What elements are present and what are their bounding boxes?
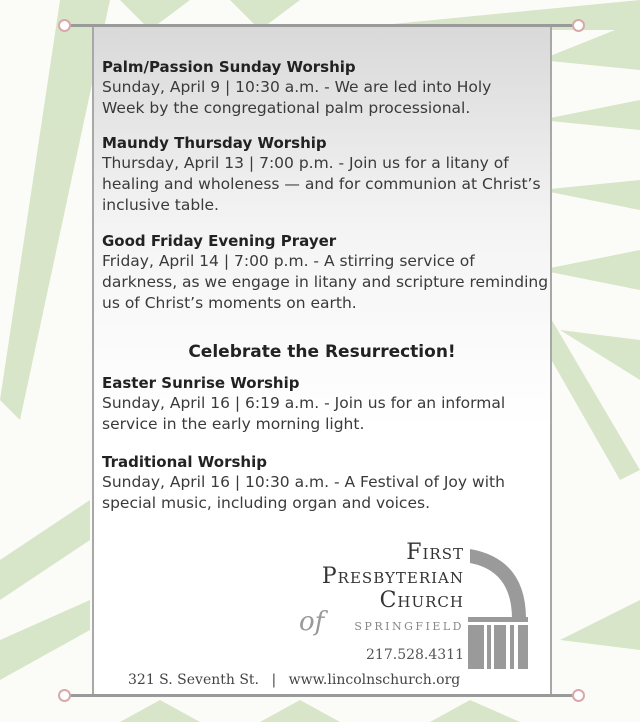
event-title: Easter Sunrise Worship bbox=[102, 374, 300, 392]
logo-church: Church bbox=[379, 588, 464, 613]
ring-icon bbox=[58, 689, 71, 702]
church-window-logo-icon bbox=[468, 549, 530, 669]
event-line: Sunday, April 16 | 10:30 a.m. - A Festival of Joy with bbox=[102, 473, 505, 491]
event-line: Sunday, April 16 | 6:19 a.m. - Join us for an informal bbox=[102, 394, 506, 412]
event-line: us of Christ’s moments on earth. bbox=[102, 294, 357, 312]
event-line: Thursday, April 13 | 7:00 p.m. - Join us for a litany of bbox=[102, 154, 509, 172]
event-easter-sunrise bbox=[102, 373, 552, 435]
event-line: darkness, as we engage in litany and scripture reminding bbox=[102, 273, 549, 291]
event-title: Traditional Worship bbox=[102, 453, 267, 471]
event-title: Maundy Thursday Worship bbox=[102, 134, 327, 152]
website-link[interactable]: www.lincolnschurch.org bbox=[288, 672, 461, 688]
separator: | bbox=[271, 672, 277, 688]
bottom-hanger-rod bbox=[66, 694, 576, 697]
event-line: inclusive table. bbox=[102, 196, 219, 214]
logo-springfield: SPRINGFIELD bbox=[354, 620, 464, 633]
event-line: special music, including organ and voices. bbox=[102, 494, 430, 512]
address: 321 S. Seventh St. bbox=[128, 672, 260, 688]
logo-presbyterian: Presbyterian bbox=[321, 564, 464, 589]
event-line: healing and wholeness — and for communion at Christ’s bbox=[102, 175, 541, 193]
event-good-friday bbox=[102, 231, 552, 314]
event-title: Good Friday Evening Prayer bbox=[102, 232, 337, 250]
logo-first: First bbox=[406, 540, 464, 565]
event-line: Sunday, April 9 | 10:30 a.m. - We are led into Holy bbox=[102, 78, 492, 96]
ring-icon bbox=[58, 19, 71, 32]
event-line: Week by the congregational palm processional. bbox=[102, 99, 471, 117]
event-palm-sunday bbox=[102, 57, 552, 119]
phone-number: 217.528.4311 bbox=[366, 647, 464, 663]
footer-contact bbox=[128, 672, 460, 688]
ring-icon bbox=[572, 689, 585, 702]
event-banner bbox=[92, 27, 552, 695]
event-title: Palm/Passion Sunday Worship bbox=[102, 58, 356, 76]
celebrate-heading: Celebrate the Resurrection! bbox=[188, 342, 456, 362]
ring-icon bbox=[572, 19, 585, 32]
event-line: service in the early morning light. bbox=[102, 415, 365, 433]
logo-of: of bbox=[299, 607, 325, 637]
event-line: Friday, April 14 | 7:00 p.m. - A stirring service of bbox=[102, 252, 475, 270]
event-maundy-thursday bbox=[102, 133, 552, 216]
event-traditional-worship bbox=[102, 452, 552, 514]
